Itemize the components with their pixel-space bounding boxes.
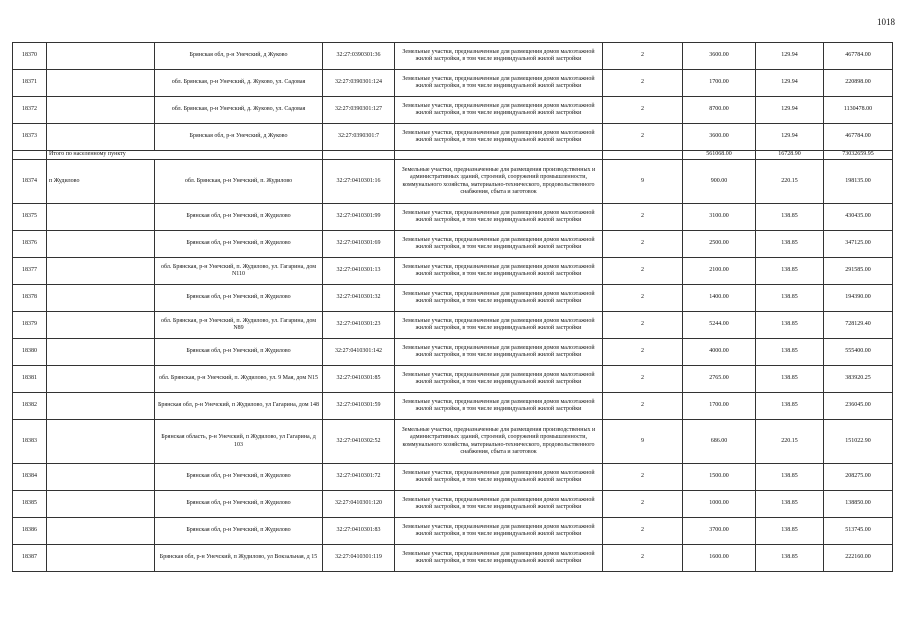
settlement-name	[47, 545, 155, 572]
cadastral-number: 32:27:0410301:16	[323, 160, 395, 204]
table-row	[13, 204, 893, 231]
use-code: 2	[603, 366, 683, 393]
specific-value: 138.85	[756, 312, 824, 339]
cadastral-value: 728129.40	[824, 312, 893, 339]
use-code: 2	[603, 231, 683, 258]
cadastral-number: 32:27:0410301:59	[323, 393, 395, 420]
row-number: 18379	[13, 312, 47, 339]
land-use: Земельные участки, предназначенные для размещения домов малоэтажной жилой застройки, в том числе индивидуальной жилой застройки	[395, 312, 603, 339]
row-number: 18377	[13, 258, 47, 285]
cadastral-number: 32:27:0410301:85	[323, 366, 395, 393]
row-number: 18382	[13, 393, 47, 420]
rows-before-total	[13, 43, 893, 151]
address: обл. Брянская, р-н Унечский, д. Жуково, ул. Садовая	[155, 97, 323, 124]
cadastral-number: 32:27:0410301:23	[323, 312, 395, 339]
cadastral-number: 32:27:0410301:69	[323, 231, 395, 258]
cadastral-number: 32:27:0410301:142	[323, 339, 395, 366]
land-use: Земельные участки, предназначенные для размещения домов малоэтажной жилой застройки, в том числе индивидуальной жилой застройки	[395, 124, 603, 151]
use-code: 2	[603, 545, 683, 572]
cadastral-value: 220898.00	[824, 70, 893, 97]
area: 2500.00	[683, 231, 756, 258]
land-use: Земельные участки, предназначенные для размещения производственных и административных зданий, строений, сооружений промышленности, коммунального хозяйства, материально-технического, продовольственного снабжения, сбыта и заготовок	[395, 420, 603, 464]
specific-value: 220.15	[756, 420, 824, 464]
cadastral-number: 32:27:0410301:72	[323, 464, 395, 491]
land-use: Земельные участки, предназначенные для размещения производственных и административных зданий, строений, сооружений промышленности, коммунального хозяйства, материально-технического, продовольственного снабжения, сбыта и заготовок	[395, 160, 603, 204]
cadastral-number: 32:27:0390301:127	[323, 97, 395, 124]
total-row	[13, 151, 893, 160]
row-number: 18387	[13, 545, 47, 572]
specific-value: 138.85	[756, 339, 824, 366]
specific-value: 129.94	[756, 43, 824, 70]
specific-value: 138.85	[756, 366, 824, 393]
table-row	[13, 366, 893, 393]
cadastral-value: 467784.00	[824, 124, 893, 151]
area: 8700.00	[683, 97, 756, 124]
specific-value: 138.85	[756, 204, 824, 231]
table-row	[13, 43, 893, 70]
address: обл. Брянская, р-н Унечский, д. Жуково, ул. Садовая	[155, 70, 323, 97]
use-code: 2	[603, 97, 683, 124]
table-row	[13, 393, 893, 420]
row-number: 18385	[13, 491, 47, 518]
table-row	[13, 464, 893, 491]
use-code: 2	[603, 393, 683, 420]
row-number: 18378	[13, 285, 47, 312]
total-label: Итого по населенному пункту	[47, 151, 323, 160]
total-rate: 16728.90	[756, 151, 824, 160]
row-number: 18375	[13, 204, 47, 231]
table-row	[13, 518, 893, 545]
area: 5244.00	[683, 312, 756, 339]
specific-value: 220.15	[756, 160, 824, 204]
area: 2100.00	[683, 258, 756, 285]
specific-value: 138.85	[756, 491, 824, 518]
cadastral-value: 513745.00	[824, 518, 893, 545]
use-code: 2	[603, 43, 683, 70]
use-code: 2	[603, 339, 683, 366]
land-use: Земельные участки, предназначенные для размещения домов малоэтажной жилой застройки, в том числе индивидуальной жилой застройки	[395, 464, 603, 491]
address: обл. Брянская, р-н Унечский, п. Жудилово, ул. Гагарина, дом N110	[155, 258, 323, 285]
address: Брянская обл, р-н Унечский, п Жудилово, ул Вокзальная, д 15	[155, 545, 323, 572]
settlement-name	[47, 393, 155, 420]
land-use: Земельные участки, предназначенные для размещения домов малоэтажной жилой застройки, в том числе индивидуальной жилой застройки	[395, 393, 603, 420]
address: обл. Брянская, р-н Унечский, п. Жудилово, ул. Гагарина, дом N89	[155, 312, 323, 339]
address: Брянская обл, р-н Унечский, д Жуково	[155, 43, 323, 70]
cadastral-number: 32:27:0410301:83	[323, 518, 395, 545]
total-value: 73032659.95	[824, 151, 893, 160]
use-code: 2	[603, 70, 683, 97]
row-number: 18383	[13, 420, 47, 464]
land-use: Земельные участки, предназначенные для размещения домов малоэтажной жилой застройки, в том числе индивидуальной жилой застройки	[395, 366, 603, 393]
address: Брянская обл, р-н Унечский, п Жудилово	[155, 204, 323, 231]
page-number: 1018	[877, 17, 895, 27]
specific-value: 138.85	[756, 258, 824, 285]
total-num-cell	[13, 151, 47, 160]
land-use: Земельные участки, предназначенные для размещения домов малоэтажной жилой застройки, в том числе индивидуальной жилой застройки	[395, 97, 603, 124]
settlement-name	[47, 285, 155, 312]
cadastral-value: 151022.90	[824, 420, 893, 464]
table-row	[13, 312, 893, 339]
table-row	[13, 545, 893, 572]
row-number: 18381	[13, 366, 47, 393]
settlement-name	[47, 491, 155, 518]
use-code: 2	[603, 518, 683, 545]
settlement-name	[47, 43, 155, 70]
row-number: 18373	[13, 124, 47, 151]
land-use: Земельные участки, предназначенные для размещения домов малоэтажной жилой застройки, в том числе индивидуальной жилой застройки	[395, 43, 603, 70]
use-code: 9	[603, 160, 683, 204]
settlement-total	[13, 151, 893, 160]
settlement-name	[47, 124, 155, 151]
rows-after-total	[13, 160, 893, 572]
table-row	[13, 70, 893, 97]
land-use: Земельные участки, предназначенные для размещения домов малоэтажной жилой застройки, в том числе индивидуальной жилой застройки	[395, 70, 603, 97]
area: 2765.00	[683, 366, 756, 393]
address: Брянская обл, р-н Унечский, п Жудилово	[155, 464, 323, 491]
specific-value: 138.85	[756, 464, 824, 491]
cadastral-value: 222160.00	[824, 545, 893, 572]
row-number: 18384	[13, 464, 47, 491]
specific-value: 138.85	[756, 285, 824, 312]
table-row	[13, 285, 893, 312]
address: обл. Брянская, р-н Унечский, п. Жудилово, ул. 9 Мая, дом N15	[155, 366, 323, 393]
use-code: 2	[603, 312, 683, 339]
cadastral-number: 32:27:0410301:120	[323, 491, 395, 518]
cadastral-value: 198135.00	[824, 160, 893, 204]
cadastral-number: 32:27:0410301:32	[323, 285, 395, 312]
cadastral-number: 32:27:0410301:99	[323, 204, 395, 231]
specific-value: 138.85	[756, 518, 824, 545]
cadastral-value: 555400.00	[824, 339, 893, 366]
area: 1500.00	[683, 464, 756, 491]
use-code: 2	[603, 285, 683, 312]
cadastral-value-table	[12, 42, 893, 572]
land-use: Земельные участки, предназначенные для размещения домов малоэтажной жилой застройки, в том числе индивидуальной жилой застройки	[395, 231, 603, 258]
specific-value: 138.85	[756, 545, 824, 572]
row-number: 18372	[13, 97, 47, 124]
settlement-name	[47, 70, 155, 97]
table-row	[13, 97, 893, 124]
address: Брянская область, р-н Унечский, п Жудилово, ул Гагарина, д 103	[155, 420, 323, 464]
address: Брянская обл, р-н Унечский, п Жудилово	[155, 285, 323, 312]
area: 1700.00	[683, 393, 756, 420]
cadastral-number: 32:27:0390301:36	[323, 43, 395, 70]
address: обл. Брянская, р-н Унечский, п. Жудилово	[155, 160, 323, 204]
cadastral-value: 236045.00	[824, 393, 893, 420]
settlement-name	[47, 464, 155, 491]
settlement-name	[47, 258, 155, 285]
cadastral-value: 291585.00	[824, 258, 893, 285]
specific-value: 129.94	[756, 97, 824, 124]
row-number: 18386	[13, 518, 47, 545]
address: Брянская обл, р-н Унечский, п Жудилово	[155, 491, 323, 518]
land-use: Земельные участки, предназначенные для размещения домов малоэтажной жилой застройки, в том числе индивидуальной жилой застройки	[395, 339, 603, 366]
settlement-name	[47, 366, 155, 393]
settlement-name	[47, 339, 155, 366]
address: Брянская обл, р-н Унечский, п Жудилово, ул Гагарина, дом 148	[155, 393, 323, 420]
cadastral-value: 430435.00	[824, 204, 893, 231]
address: Брянская обл, р-н Унечский, п Жудилово	[155, 231, 323, 258]
cadastral-number: 32:27:0390301:7	[323, 124, 395, 151]
row-number: 18371	[13, 70, 47, 97]
table-row	[13, 231, 893, 258]
specific-value: 138.85	[756, 231, 824, 258]
cadastral-value: 194390.00	[824, 285, 893, 312]
row-number: 18374	[13, 160, 47, 204]
table-row	[13, 491, 893, 518]
area: 4000.00	[683, 339, 756, 366]
address: Брянская обл, р-н Унечский, п Жудилово	[155, 518, 323, 545]
use-code: 9	[603, 420, 683, 464]
specific-value: 129.94	[756, 124, 824, 151]
land-use: Земельные участки, предназначенные для размещения домов малоэтажной жилой застройки, в том числе индивидуальной жилой застройки	[395, 258, 603, 285]
table-row	[13, 124, 893, 151]
area: 3100.00	[683, 204, 756, 231]
total-cadastre-cell	[323, 151, 395, 160]
table-row	[13, 160, 893, 204]
total-area: 561068.00	[683, 151, 756, 160]
cadastral-value: 347125.00	[824, 231, 893, 258]
area: 1400.00	[683, 285, 756, 312]
table-row	[13, 339, 893, 366]
row-number: 18370	[13, 43, 47, 70]
use-code: 2	[603, 464, 683, 491]
specific-value: 138.85	[756, 393, 824, 420]
use-code: 2	[603, 491, 683, 518]
settlement-name	[47, 420, 155, 464]
cadastral-value: 138850.00	[824, 491, 893, 518]
settlement-name: п Жудилово	[47, 160, 155, 204]
total-code-cell	[603, 151, 683, 160]
row-number: 18376	[13, 231, 47, 258]
area: 1700.00	[683, 70, 756, 97]
settlement-name	[47, 312, 155, 339]
cadastral-value: 1130478.00	[824, 97, 893, 124]
cadastral-value: 208275.00	[824, 464, 893, 491]
specific-value: 129.94	[756, 70, 824, 97]
table-row	[13, 258, 893, 285]
address: Брянская обл, р-н Унечский, д Жуково	[155, 124, 323, 151]
land-use: Земельные участки, предназначенные для размещения домов малоэтажной жилой застройки, в том числе индивидуальной жилой застройки	[395, 204, 603, 231]
land-use: Земельные участки, предназначенные для размещения домов малоэтажной жилой застройки, в том числе индивидуальной жилой застройки	[395, 285, 603, 312]
cadastral-number: 32:27:0410301:13	[323, 258, 395, 285]
row-number: 18380	[13, 339, 47, 366]
area: 3600.00	[683, 43, 756, 70]
cadastral-number: 32:27:0390301:124	[323, 70, 395, 97]
use-code: 2	[603, 204, 683, 231]
area: 3700.00	[683, 518, 756, 545]
settlement-name	[47, 97, 155, 124]
cadastral-number: 32:27:0410301:119	[323, 545, 395, 572]
land-use: Земельные участки, предназначенные для размещения домов малоэтажной жилой застройки, в том числе индивидуальной жилой застройки	[395, 491, 603, 518]
cadastral-value: 383920.25	[824, 366, 893, 393]
area: 1000.00	[683, 491, 756, 518]
area: 686.00	[683, 420, 756, 464]
total-use-cell	[395, 151, 603, 160]
use-code: 2	[603, 258, 683, 285]
land-use: Земельные участки, предназначенные для размещения домов малоэтажной жилой застройки, в том числе индивидуальной жилой застройки	[395, 545, 603, 572]
area: 900.00	[683, 160, 756, 204]
table-row	[13, 420, 893, 464]
use-code: 2	[603, 124, 683, 151]
address: Брянская обл, р-н Унечский, п Жудилово	[155, 339, 323, 366]
cadastral-value: 467784.00	[824, 43, 893, 70]
area: 3600.00	[683, 124, 756, 151]
settlement-name	[47, 204, 155, 231]
area: 1600.00	[683, 545, 756, 572]
settlement-name	[47, 518, 155, 545]
cadastral-number: 32:27:0410302:52	[323, 420, 395, 464]
settlement-name	[47, 231, 155, 258]
land-use: Земельные участки, предназначенные для размещения домов малоэтажной жилой застройки, в том числе индивидуальной жилой застройки	[395, 518, 603, 545]
